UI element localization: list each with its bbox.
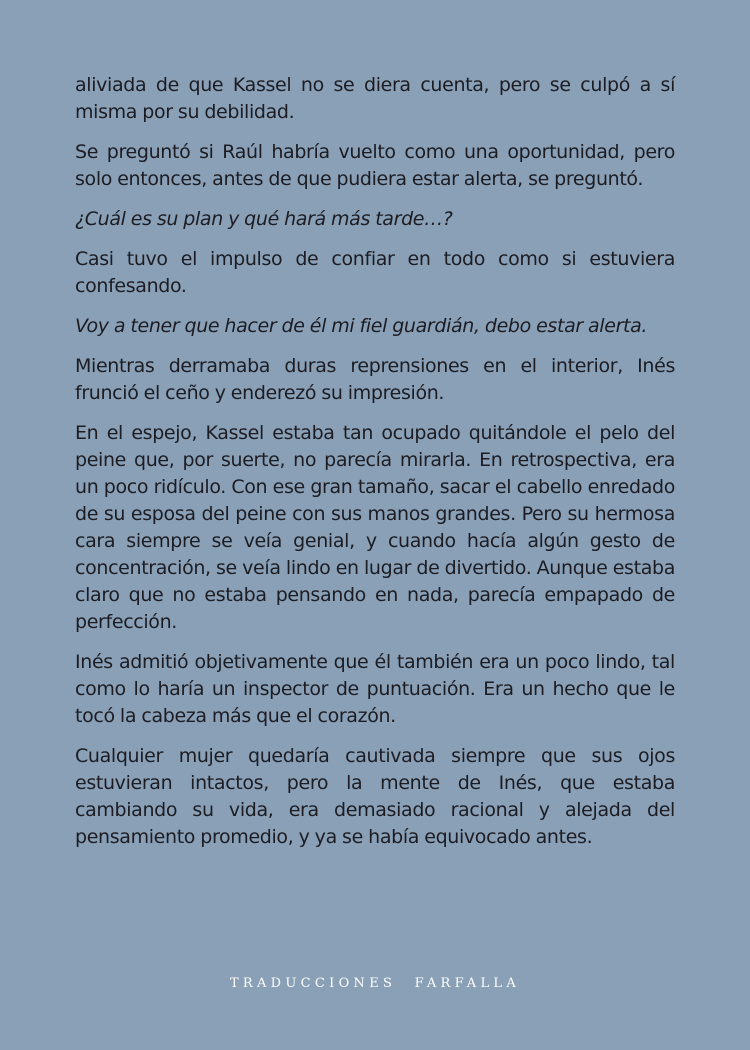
paragraph-1: aliviada de que Kassel no se diera cuenta, pero se culpó a sí misma por su debilidad. [75,74,675,123]
paragraph-7: En el espejo, Kassel estaba tan ocupado quitándole el pelo del peine que, por suerte, no parecía mirarla. En retrospectiva, era un poco ridículo. Con ese gran tamaño, sacar el cabello enredado de su esposa del peine con sus manos grandes. Pero su hermosa cara siempre se veía genial, y cuando hacía algún gesto de concentración, se veía lindo en lugar de divertido. Aunque estaba claro que no estaba pensando en nada, parecía empapado de perfección. [75,422,675,633]
paragraph-6: Mientras derramaba duras reprensiones en el interior, Inés frunció el ceño y enderezó su impresión. [75,355,675,404]
footer-credit: TRADUCCIONES FARFALLA [229,976,521,991]
body-text [75,72,675,864]
paragraph-8: Inés admitió objetivamente que él también era un poco lindo, tal como lo haría un inspector de puntuación. Era un hecho que le tocó la cabeza más que el corazón. [75,651,675,727]
paragraph-3-italic-thought: ¿Cuál es su plan y qué hará más tarde…? [75,208,453,230]
paragraph-4: Casi tuvo el impulso de confiar en todo como si estuviera confesando. [75,248,675,297]
paragraph-5-italic-thought: Voy a tener que hacer de él mi fiel guardián, debo estar alerta. [75,315,648,337]
paragraph-2: Se preguntó si Raúl habría vuelto como una oportunidad, pero solo entonces, antes de que pudiera estar alerta, se preguntó. [75,141,675,190]
paragraph-9: Cualquier mujer quedaría cautivada siempre que sus ojos estuvieran intactos, pero la mente de Inés, que estaba cambiando su vida, era demasiado racional y alejada del pensamiento promedio, y ya se había equivocado antes. [75,745,675,848]
